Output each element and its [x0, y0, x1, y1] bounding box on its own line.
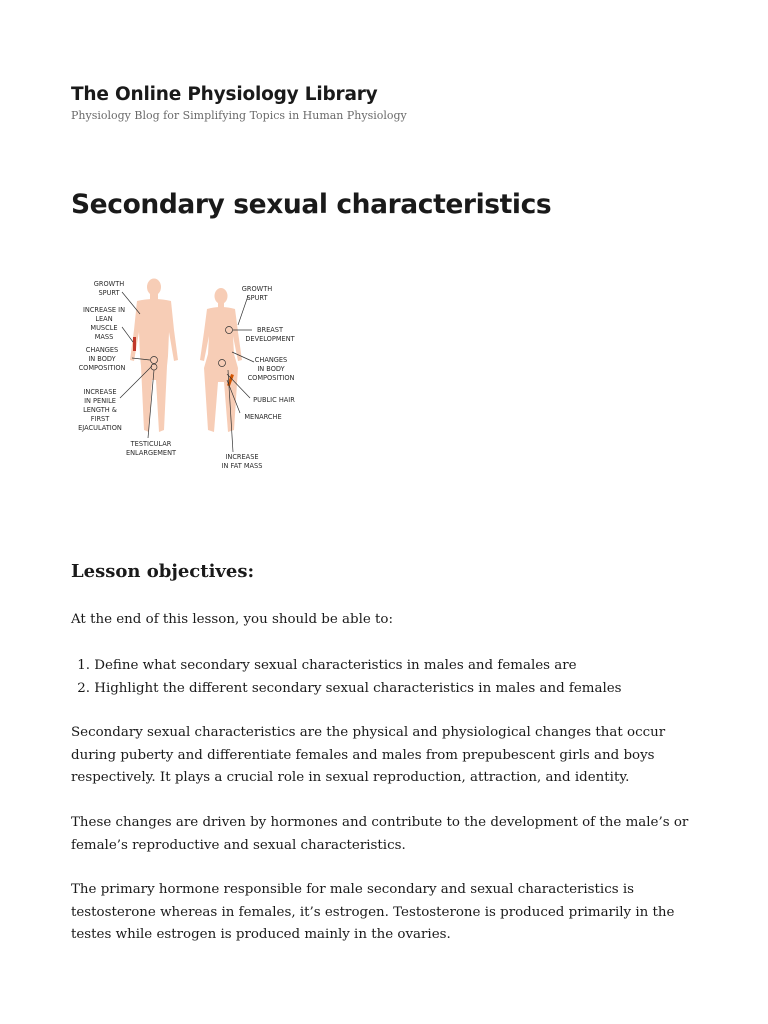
secondary-sex-characteristics-figure — [70, 270, 306, 480]
label-male-growth-spurt-2: SPURT — [98, 289, 120, 297]
post-title: Secondary sexual characteristics — [71, 189, 552, 220]
label-female-breast-2: DEVELOPMENT — [245, 335, 295, 343]
label-male-lean-muscle-4: MASS — [94, 333, 114, 341]
label-female-pubic-hair: PUBLIC HAIR — [253, 396, 295, 404]
label-female-body-composition-2: IN BODY — [257, 365, 285, 373]
label-male-body-composition: CHANGES — [85, 346, 119, 354]
list-item-number: 1. — [77, 658, 90, 673]
list-item-number: 2. — [77, 680, 90, 696]
label-female-body-composition-3: COMPOSITION — [247, 374, 295, 382]
label-female-breast: BREAST — [257, 326, 283, 334]
objectives-list — [71, 655, 622, 700]
paragraph-testosterone-estrogen: The primary hormone responsible for male secondary and sexual characteristics is testosterone whereas in females, it’s estrogen. Testosterone is produced primarily in the testes while estrogen is produced mainly in the ovaries. — [71, 882, 675, 943]
label-male-lean-muscle-2: LEAN — [95, 315, 113, 323]
list-item-text: Highlight the different secondary sexual characteristics in males and females — [94, 680, 622, 696]
list-item — [71, 655, 622, 678]
site-description: Physiology Blog for Simplifying Topics in Human Physiology — [71, 109, 407, 122]
paragraph-hormones: These changes are driven by hormones and contribute to the development of the male’s or female’s reproductive and sexual characteristics. — [71, 815, 689, 853]
site-title-link[interactable]: The Online Physiology Library — [71, 84, 378, 105]
label-male-testicular-2: ENLARGEMENT — [125, 449, 177, 457]
label-male-body-composition-3: COMPOSITION — [78, 364, 126, 372]
label-female-body-composition: CHANGES — [254, 356, 288, 364]
label-female-menarche: MENARCHE — [244, 413, 282, 421]
label-male-penile-5: EJACULATION — [78, 424, 122, 432]
list-item-text: Define what secondary sexual characteristics in males and females are — [94, 658, 577, 673]
label-male-penile-4: FIRST — [90, 415, 110, 423]
male-body-figure — [130, 279, 178, 433]
label-male-body-composition-2: IN BODY — [88, 355, 116, 363]
muscle-highlight — [133, 337, 136, 351]
list-item — [71, 678, 622, 701]
label-female-fat-mass: INCREASE — [225, 453, 259, 461]
label-male-penile-2: IN PENILE — [84, 397, 116, 405]
paragraph-definition: Secondary sexual characteristics are the physical and physiological changes that occur during puberty and differentiate females and males from prepubescent girls and boys respectively. It plays a crucial role in sexual reproduction, attraction, and identity. — [71, 725, 666, 786]
label-male-testicular: TESTICULAR — [130, 440, 172, 448]
label-male-growth-spurt: GROWTH — [93, 280, 125, 288]
label-male-lean-muscle-3: MUSCLE — [90, 324, 118, 332]
label-male-lean-muscle: INCREASE IN — [82, 306, 126, 314]
label-female-growth-spurt-2: SPURT — [246, 294, 268, 302]
lesson-objectives-heading: Lesson objectives: — [71, 561, 255, 582]
lesson-intro: At the end of this lesson, you should be able to: — [71, 612, 394, 627]
label-female-fat-mass-2: IN FAT MASS — [221, 462, 263, 470]
label-male-penile: INCREASE — [83, 388, 117, 396]
label-female-growth-spurt: GROWTH — [241, 285, 273, 293]
label-male-penile-3: LENGTH & — [83, 406, 117, 414]
